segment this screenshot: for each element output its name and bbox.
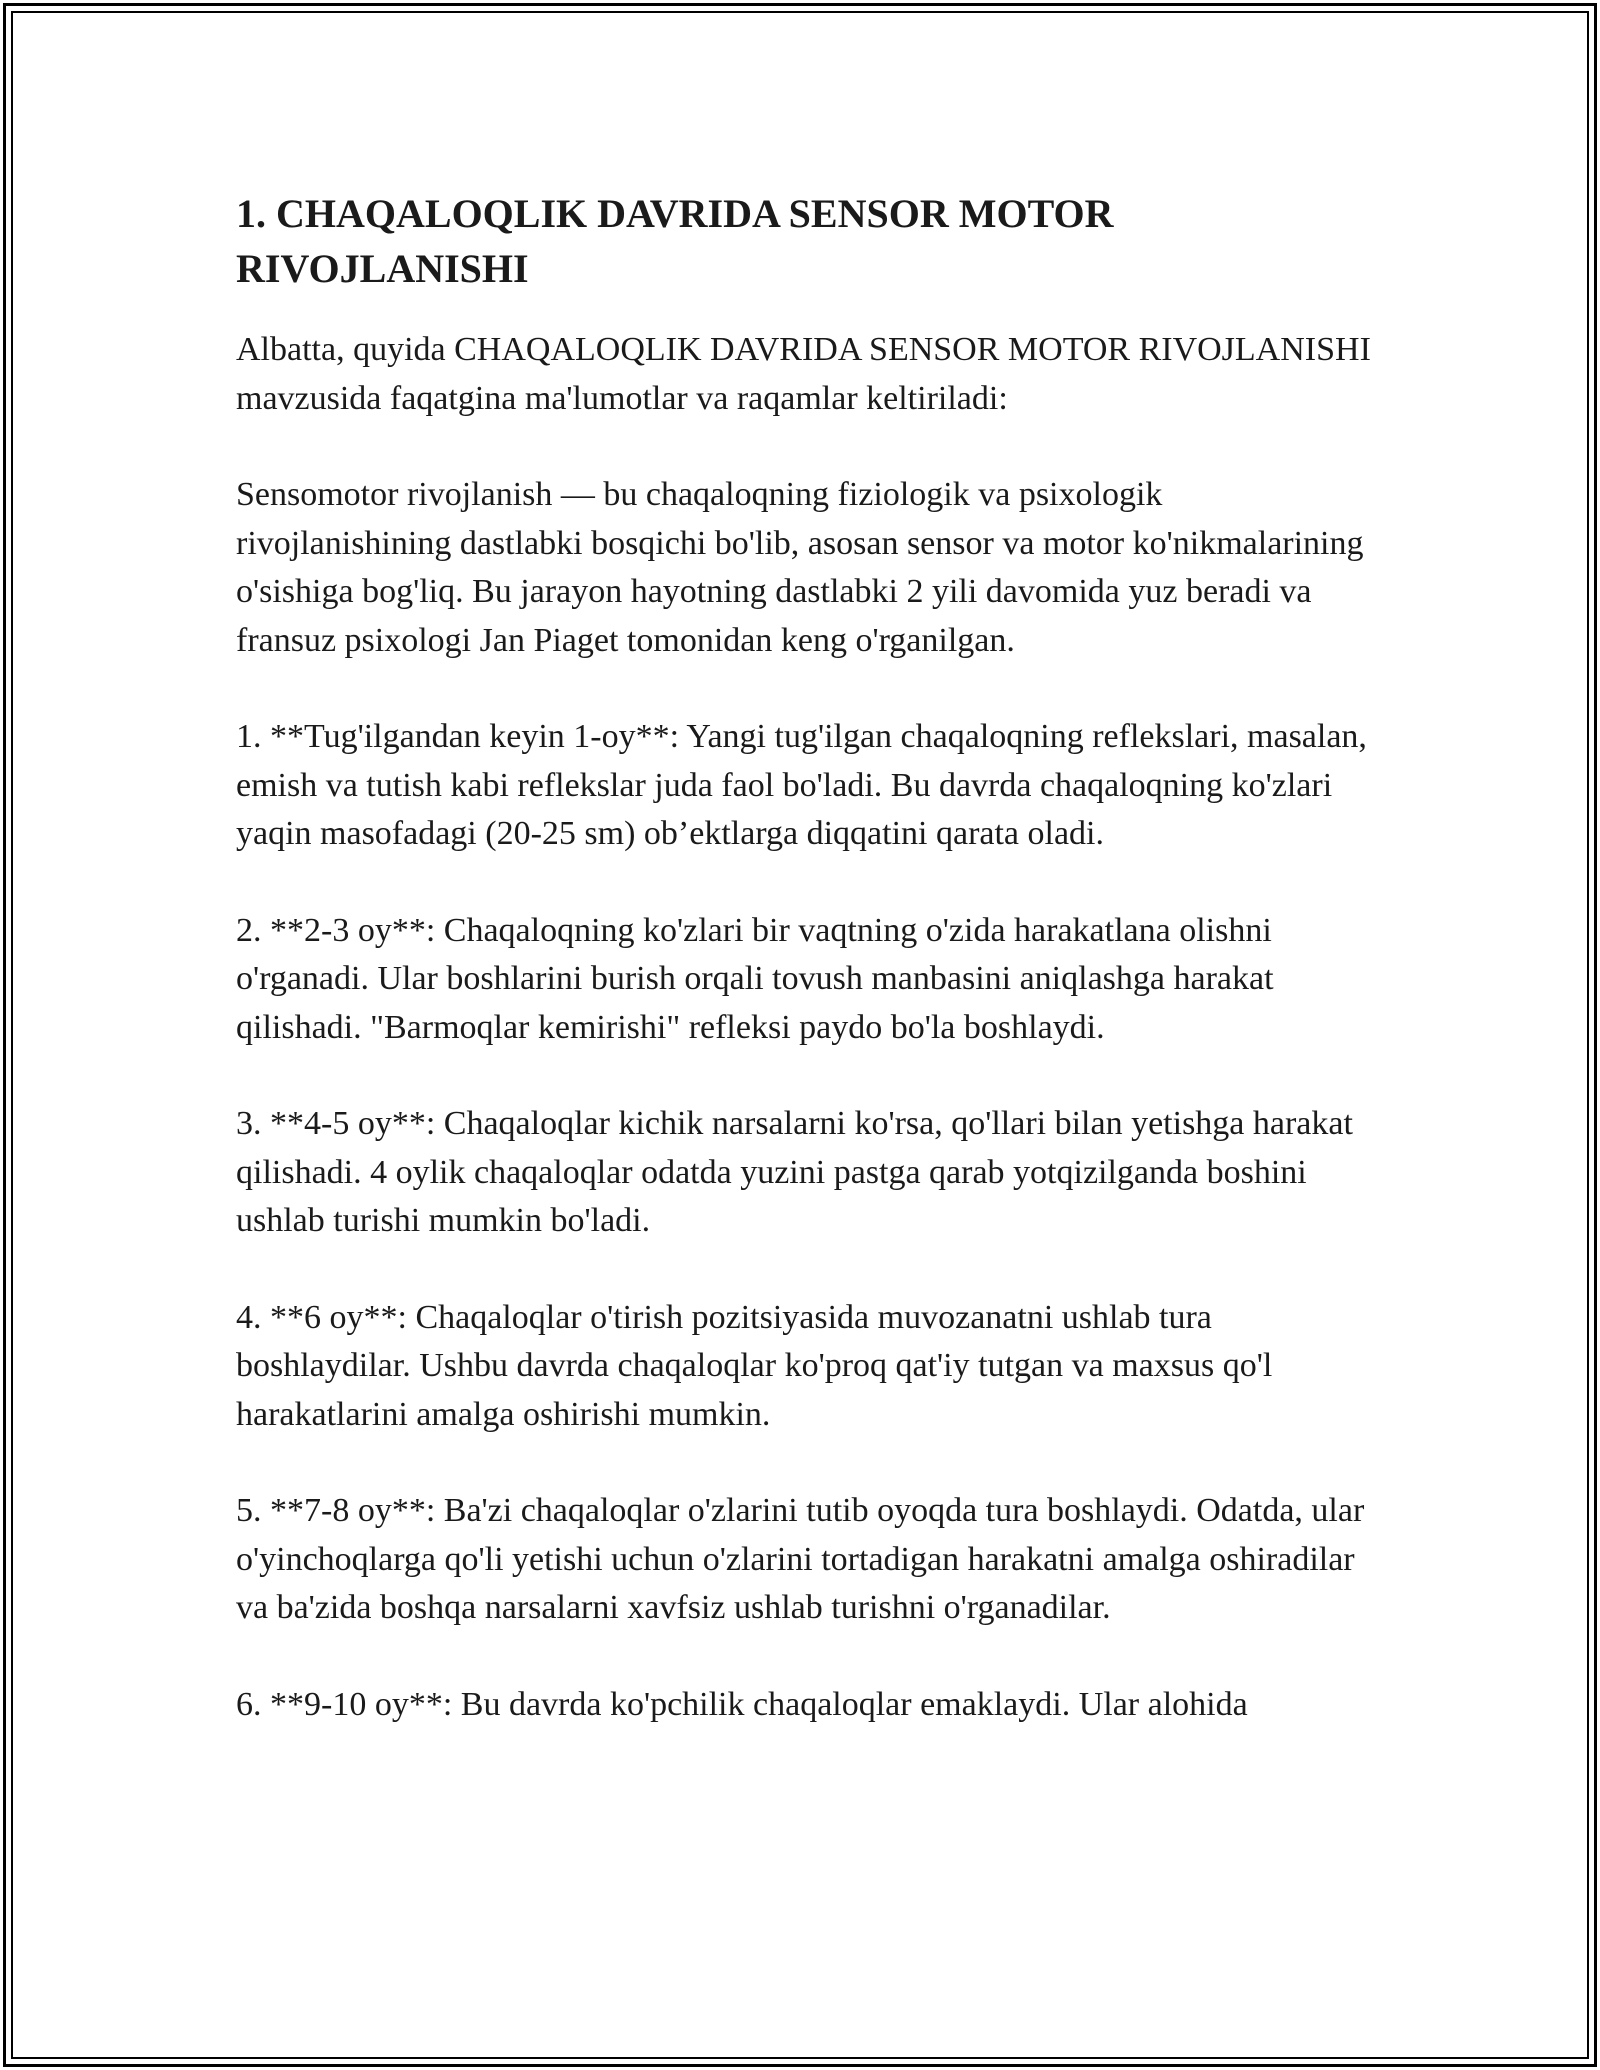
intro-paragraph: Albatta, quyida CHAQALOQLIK DAVRIDA SENSOR MOTOR RIVOJLANISHI mavzusida faqatgina ma'lumotlar va raqamlar keltiriladi: (236, 331, 1371, 417)
stage-paragraph-6: 6. **9-10 oy**: Bu davrda ko'pchilik chaqaloqlar emaklaydi. Ular alohida (236, 1685, 1248, 1723)
stage-paragraph-4: 4. **6 oy**: Chaqaloqlar o'tirish pozitsiyasida muvozanatni ushlab tura boshlaydilar. Ushbu davrda chaqaloqlar ko'proq qat'iy tutgan va maxsus qo'l harakatlarini amalga oshirishi mumkin. (236, 1298, 1273, 1433)
stage-paragraph-1: 1. **Tug'ilgandan keyin 1-oy**: Yangi tug'ilgan chaqaloqning reflekslari, masalan, emish va tutish kabi reflekslar juda faol bo'ladi. Bu davrda chaqaloqning ko'zlari yaqin masofadagi (20-25 sm) ob’ektlarga diqqatini qarata oladi. (236, 718, 1367, 852)
definition-paragraph: Sensomotor rivojlanish — bu chaqaloqning fiziologik va psixologik rivojlanishining dastlabki bosqichi bo'lib, asosan sensor va motor ko'nikmalarining o'sishiga bog'liq. Bu jarayon hayotning dastlabki 2 yili davomida yuz beradi va fransuz psixologi Jan Piaget tomonidan keng o'rganilgan. (236, 476, 1364, 659)
stage-paragraph-5: 5. **7-8 oy**: Ba'zi chaqaloqlar o'zlarini tutib oyoqda tura boshlaydi. Odatda, ular o'yinchoqlarga qo'li yetishi uchun o'zlarini tortadigan harakatni amalga oshiradilar va ba'zida boshqa narsalarni xavfsiz ushlab turishni o'rganadilar. (236, 1492, 1365, 1626)
stage-paragraph-2: 2. **2-3 oy**: Chaqaloqning ko'zlari bir vaqtning o'zida harakatlana olishni o'rganadi. Ular boshlarini burish orqali tovush manbasini aniqlashga harakat qilishadi. "Barmoqlar kemirishi" refleksi paydo bo'la boshlaydi. (236, 911, 1274, 1046)
document-title: 1. CHAQALOQLIK DAVRIDA SENSOR MOTOR RIVOJLANISHI (236, 191, 1114, 291)
stage-paragraph-3: 3. **4-5 oy**: Chaqaloqlar kichik narsalarni ko'rsa, qo'llari bilan yetishga harakat qilishadi. 4 oylik chaqaloqlar odatda yuzini pastga qarab yotqizilganda boshini ushlab turishi mumkin bo'ladi. (236, 1105, 1353, 1239)
document-body (236, 186, 1371, 1777)
